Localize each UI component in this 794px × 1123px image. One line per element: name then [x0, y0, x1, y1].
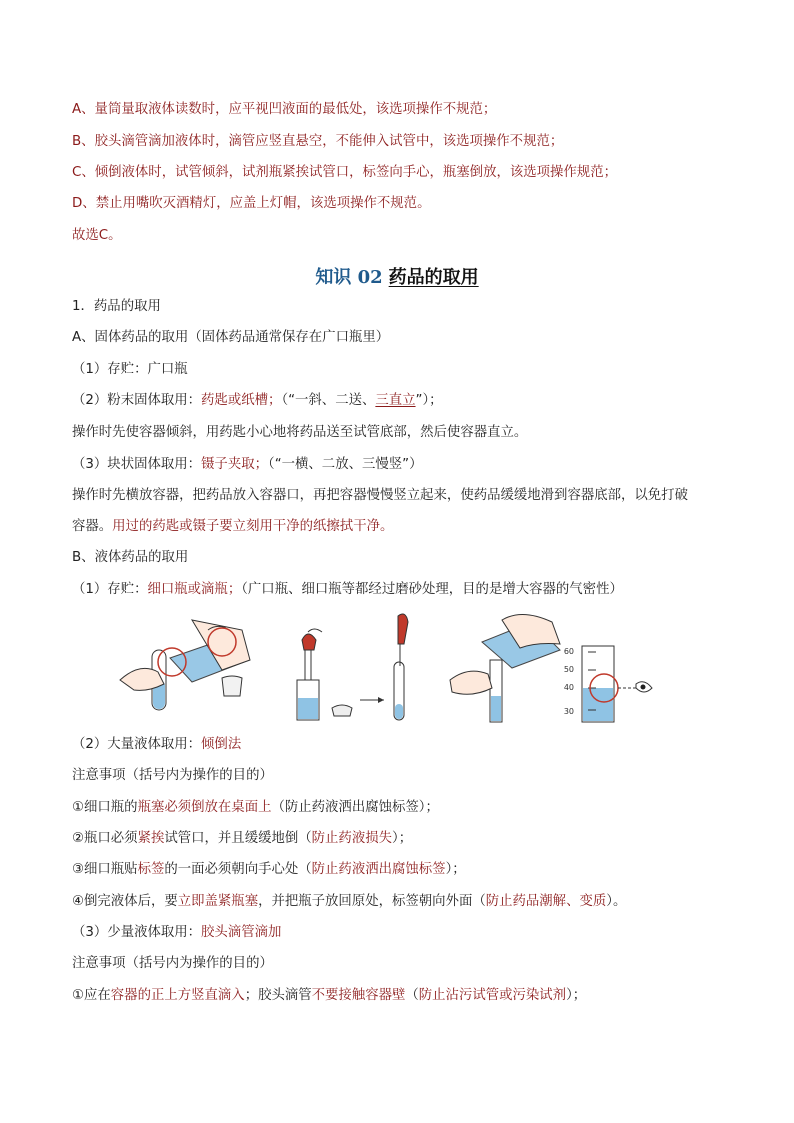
note-2-c: 试管口，并且缓缓地倒（ [164, 831, 312, 846]
section-title [0, 263, 794, 289]
dropper-note-e: （ [405, 988, 419, 1003]
powder-mnemonic-b: 三直立 [375, 393, 416, 408]
powder-mnemonic-a: （“一斜、二送、 [281, 393, 376, 408]
note-2-a: ②瓶口必须 [72, 831, 138, 846]
dropper-note-g: ）； [566, 988, 587, 1003]
note-4-c: ，并把瓶子放回原处，标签朝向外面（ [258, 894, 486, 909]
note-3-d: 防止药液洒出腐蚀标签 [311, 862, 446, 877]
lab-operations-figure [112, 610, 672, 725]
dropper-note-c: ；胶头滴管 [244, 988, 312, 1003]
note-4-a: ④倒完液体后，要 [72, 894, 178, 909]
large-liquid-method: 倾倒法 [201, 737, 242, 752]
note-3-e: ）； [445, 862, 466, 877]
dropper-note-1 [72, 986, 586, 1006]
solid-storage: （1）存贮：广口瓶 [72, 362, 188, 377]
dropper-bottle-illustration [297, 614, 408, 720]
option-a-explanation: A、量筒量取液体读数时，应平视凹液面的最低处，该选项操作不规范； [72, 102, 497, 117]
section-name: 药品的取用 [388, 267, 479, 288]
note-4-b: 立即盖紧瓶塞 [177, 894, 259, 909]
note-1-a: ①细口瓶的 [72, 800, 138, 815]
dropper-note-a: ①应在 [72, 988, 111, 1003]
block-tool: 镊子夹取； [201, 457, 268, 472]
large-liquid [72, 735, 241, 755]
reading-scale-illustration [582, 646, 652, 722]
dropper-note-f: 防止沾污试管或污染试剂 [418, 988, 567, 1003]
note-4 [72, 892, 626, 912]
notes-heading-2: 注意事项（括号内为操作的目的） [72, 956, 273, 971]
notes-heading-1: 注意事项（括号内为操作的目的） [72, 768, 273, 783]
scale-label-30: 30 [563, 707, 574, 716]
note-3 [72, 860, 466, 880]
note-2-d: 防止药液损失 [311, 831, 392, 846]
liquid-storage [72, 580, 623, 600]
note-3-c: 的一面必须朝向手心处（ [164, 862, 312, 877]
small-liquid [72, 923, 281, 943]
powder-tool: 药匙或纸槽； [201, 393, 282, 408]
answer-line: 故选C。 [72, 228, 122, 243]
block-solid [72, 455, 422, 475]
powder-operation: 操作时先使容器倾斜，用药匙小心地将药品送至试管底部，然后使容器直立。 [72, 425, 528, 440]
small-liquid-method: 胶头滴管滴加 [201, 925, 282, 940]
block-operation-end: 容器。 [72, 519, 113, 534]
liquid-storage-container: 细口瓶或滴瓶； [147, 582, 242, 597]
note-4-d: 防止药品潮解、变质 [485, 894, 607, 909]
note-4-e: ）。 [606, 894, 627, 909]
note-1-b: 瓶塞必须倒放在桌面上 [137, 800, 272, 815]
note-1 [72, 798, 439, 818]
scale-label-40: 40 [563, 683, 574, 692]
block-operation: 操作时先横放容器，把药品放入容器口，再把容器慢慢竖立起来，使药品缓缓地滑到容器底部，以免打破 [72, 488, 688, 503]
heading-liquid: B、液体药品的取用 [72, 550, 189, 565]
option-d-explanation: D、禁止用嘴吹灭酒精灯，应盖上灯帽，该选项操作不规范。 [72, 196, 431, 211]
dropper-note-b: 容器的正上方竖直滴入 [110, 988, 245, 1003]
block-mnemonic: （“一横、二放、三慢竖”） [268, 457, 423, 472]
powder-mnemonic-c: ”）； [415, 393, 443, 408]
liquid-storage-label: （1）存贮： [72, 582, 148, 597]
note-3-a: ③细口瓶贴 [72, 862, 138, 877]
block-operation-cont [72, 517, 393, 537]
note-2-b: 紧挨 [137, 831, 165, 846]
pouring-illustration [120, 620, 250, 710]
cylinder-pouring-illustration [450, 614, 560, 722]
note-2 [72, 829, 412, 849]
note-2-e: ）； [392, 831, 413, 846]
note-3-b: 标签 [137, 862, 165, 877]
scale-label-60: 60 [563, 647, 574, 656]
liquid-storage-note: （广口瓶、细口瓶等都经过磨砂处理，目的是增大容器的气密性） [241, 582, 623, 597]
heading-drug-use: 1．药品的取用 [72, 299, 161, 314]
note-1-c: （防止药液洒出腐蚀标签）； [271, 800, 439, 815]
cleaning-note: 用过的药匙或镊子要立刻用干净的纸擦拭干净。 [112, 519, 394, 534]
powder-label: （2）粉末固体取用： [72, 393, 202, 408]
large-liquid-label: （2）大量液体取用： [72, 737, 202, 752]
option-c-explanation: C、倾倒液体时，试管倾斜，试剂瓶紧挨试管口，标签向手心，瓶塞倒放，该选项操作规范； [72, 165, 617, 180]
option-b-explanation: B、胶头滴管滴加液体时，滴管应竖直悬空，不能伸入试管中，该选项操作不规范； [72, 134, 564, 149]
block-label: （3）块状固体取用： [72, 457, 202, 472]
heading-solid: A、固体药品的取用（固体药品通常保存在广口瓶里） [72, 330, 390, 345]
small-liquid-label: （3）少量液体取用： [72, 925, 202, 940]
section-number: 知识 02 [315, 267, 383, 288]
powder-solid [72, 391, 443, 411]
scale-label-50: 50 [563, 665, 574, 674]
dropper-note-d: 不要接触容器壁 [311, 988, 406, 1003]
